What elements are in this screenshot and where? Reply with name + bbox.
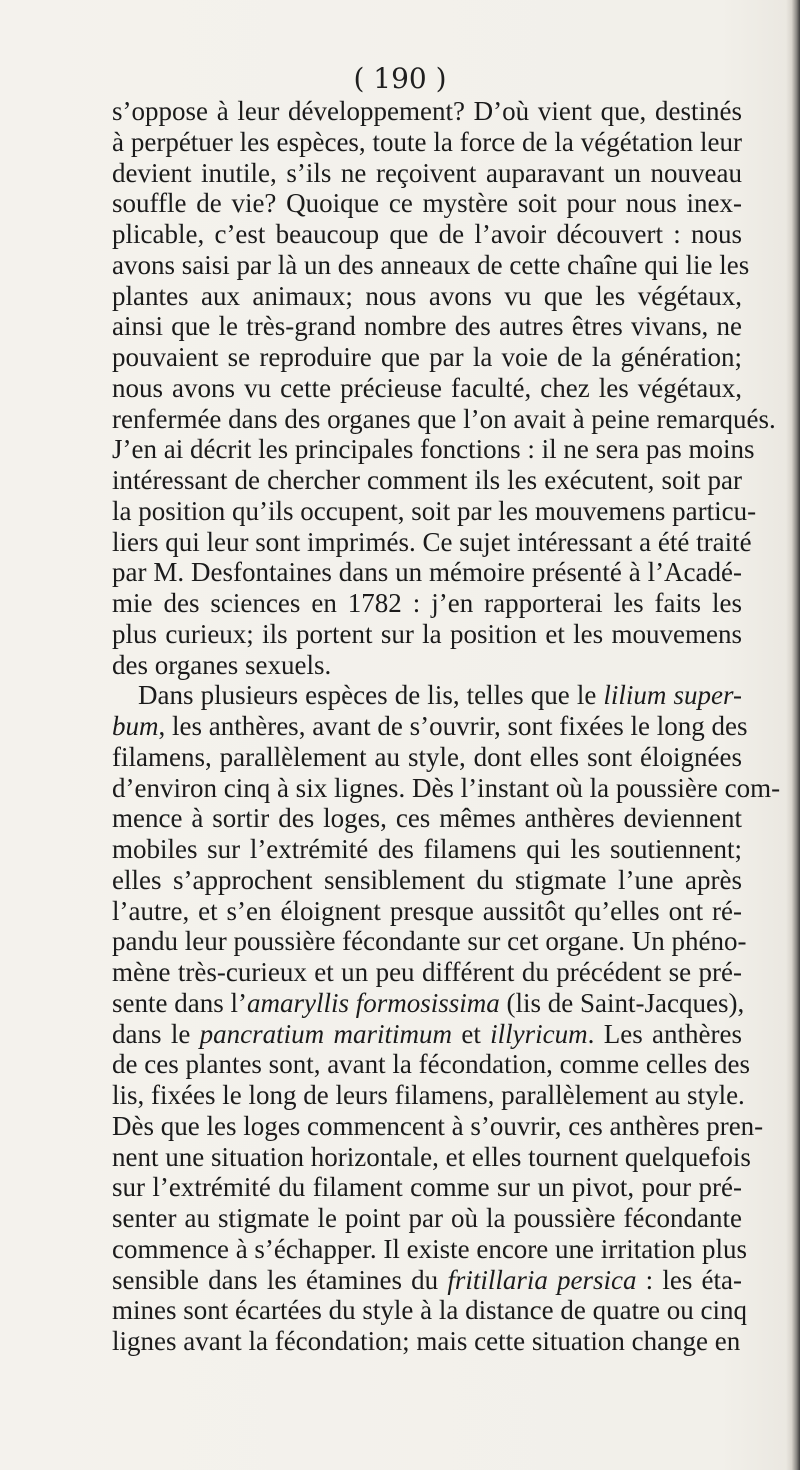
text-line xyxy=(112,1295,748,1326)
text-line xyxy=(112,1080,745,1111)
text-run: senter au stigmate le point par où la poussière fécondante xyxy=(112,1203,742,1233)
text-run: intéressant de chercher comment ils les exécutent, soit par xyxy=(112,465,742,495)
text-line xyxy=(112,1172,742,1203)
text-run: sensible dans les étamines du xyxy=(112,1264,448,1295)
text-run: souffle de vie? Quoique ce mystère soit pour nous inex- xyxy=(112,188,742,219)
text-run: dans le xyxy=(112,1018,200,1049)
text-run: des organes sexuels. xyxy=(112,649,332,680)
text-line xyxy=(112,803,742,834)
page-number: ( 190 ) xyxy=(353,62,447,95)
text-line xyxy=(112,373,742,404)
italic-term: fritillaria persica xyxy=(447,1264,637,1295)
text-run: J’en ai décrit les principales fonctions : il ne sera pas moins xyxy=(112,434,755,465)
text-run: . Les anthères xyxy=(587,1018,742,1049)
text-line xyxy=(112,987,745,1019)
text-line xyxy=(112,403,776,435)
text-run: d’environ cinq à six lignes. Dès l’instant où la poussière com- xyxy=(112,772,781,803)
page-edge-shadow xyxy=(786,0,800,1470)
text-line xyxy=(112,311,742,342)
text-line xyxy=(112,834,742,865)
text-line xyxy=(112,158,742,189)
text-line xyxy=(112,1265,742,1296)
text-run: à perpétuer les espèces, toute la force de la végétation leur xyxy=(112,126,742,157)
text-line xyxy=(112,650,742,681)
text-run: filamens, parallèlement au style, dont elles sont éloignées xyxy=(112,741,742,772)
text-run: plus curieux; ils portent sur la position et les mouvemens xyxy=(112,618,742,649)
text-run: liers qui leur sont imprimés. Ce sujet intéressant a été traité xyxy=(112,526,752,557)
text-line xyxy=(112,711,748,742)
italic-term: bum xyxy=(112,711,159,741)
text-line xyxy=(112,188,742,219)
text-line xyxy=(112,957,742,988)
text-run: lignes avant la fécondation; mais cette situation change en xyxy=(112,1326,741,1356)
text-run: nent une situation horizontale, et elles tournent quelquefois xyxy=(112,1141,751,1172)
text-run: mines sont écartées du style à la distance de quatre ou cinq xyxy=(112,1295,748,1326)
italic-term: amaryllis formosissima xyxy=(246,987,500,1018)
text-line xyxy=(112,495,757,527)
paragraph xyxy=(112,680,781,1357)
text-run: commence à s’échapper. Il existe encore une irritation plus xyxy=(112,1233,747,1264)
text-line xyxy=(112,1203,742,1234)
text-line xyxy=(112,1110,764,1142)
paragraph xyxy=(112,96,776,680)
text-line xyxy=(112,557,742,588)
text-run: pandu leur poussière fécondante sur cet organe. Un phéno- xyxy=(112,926,747,957)
text-line xyxy=(112,1141,751,1173)
text-run: Dès que les loges commencent à s’ouvrir, ces anthères pren- xyxy=(112,1110,764,1141)
text-run: (lis de Saint-Jacques), xyxy=(499,987,745,1018)
text-line xyxy=(112,742,742,773)
text-line xyxy=(112,865,742,896)
text-run: devient inutile, s’ils ne reçoivent auparavant un nouveau xyxy=(112,157,742,188)
text-run: par M. Desfontaines dans un mémoire présenté à l’Acadé- xyxy=(112,557,742,588)
text-run: : les éta- xyxy=(636,1264,742,1295)
text-run: avons saisi par là un des anneaux de cette chaîne qui lie les xyxy=(112,249,750,280)
text-run: de ces plantes sont, avant la fécondation, comme celles des xyxy=(112,1049,751,1080)
text-line xyxy=(112,465,742,496)
text-line xyxy=(112,896,742,927)
italic-term: illyricum xyxy=(490,1018,588,1049)
text-line xyxy=(112,96,742,127)
italic-term: pancratium maritimum xyxy=(199,1018,452,1049)
text-run: elles s’approchent sensiblement du stigmate l’une après xyxy=(112,864,742,895)
text-line xyxy=(112,434,755,465)
text-line xyxy=(112,772,781,804)
text-run: mie des sciences en 1782 : j’en rapporterai les faits les xyxy=(112,588,742,618)
text-run: lis, fixées le long de leurs filamens, parallèlement au style. xyxy=(112,1080,745,1110)
text-line xyxy=(112,1233,747,1265)
text-run: pouvaient se reproduire que par la voie de la génération; xyxy=(112,342,742,372)
text-line xyxy=(112,526,752,558)
text-run: nous avons vu cette précieuse faculté, chez les végétaux, xyxy=(112,372,742,403)
text-line xyxy=(112,342,742,373)
text-run: plicable, c’est beaucoup que de l’avoir découvert : nous xyxy=(112,219,742,249)
text-run: mobiles sur l’extrémité des filamens qui les soutiennent; xyxy=(112,834,742,864)
text-line xyxy=(112,1049,751,1080)
text-run: renfermée dans des organes que l’on avait à peine remarqués. xyxy=(112,403,776,434)
text-run: Dans plusieurs espèces de lis, telles que le xyxy=(138,680,604,711)
text-run: l’autre, et s’en éloignent presque aussitôt qu’elles ont ré- xyxy=(112,895,742,926)
text-run: mène très-curieux et un peu différent du précédent se pré- xyxy=(112,957,742,987)
body-text xyxy=(112,96,781,1357)
text-run: et xyxy=(452,1018,491,1049)
text-line xyxy=(112,281,742,312)
text-run: sente dans l’ xyxy=(112,987,247,1018)
text-line xyxy=(112,127,742,158)
italic-term: lilium super- xyxy=(603,680,742,711)
text-line xyxy=(112,588,742,619)
text-line xyxy=(112,249,750,281)
text-run: sur l’extrémité du filament comme sur un pivot, pour pré- xyxy=(112,1172,742,1203)
text-line xyxy=(112,1019,742,1050)
text-run: ainsi que le très-grand nombre des autres êtres vivans, ne xyxy=(112,311,742,342)
text-run: la position qu’ils occupent, soit par les mouvemens particu- xyxy=(112,495,757,526)
text-run: , les anthères, avant de s’ouvrir, sont fixées le long des xyxy=(158,711,748,741)
text-line xyxy=(112,619,742,650)
text-run: s’oppose à leur développement? D’où vient que, destinés xyxy=(112,96,742,126)
text-line xyxy=(112,926,747,957)
text-run: plantes aux animaux; nous avons vu que les végétaux, xyxy=(112,280,742,311)
text-line xyxy=(112,1326,742,1357)
text-line xyxy=(112,219,742,250)
text-run: mence à sortir des loges, ces mêmes anthères deviennent xyxy=(112,803,742,834)
text-line xyxy=(112,680,742,711)
